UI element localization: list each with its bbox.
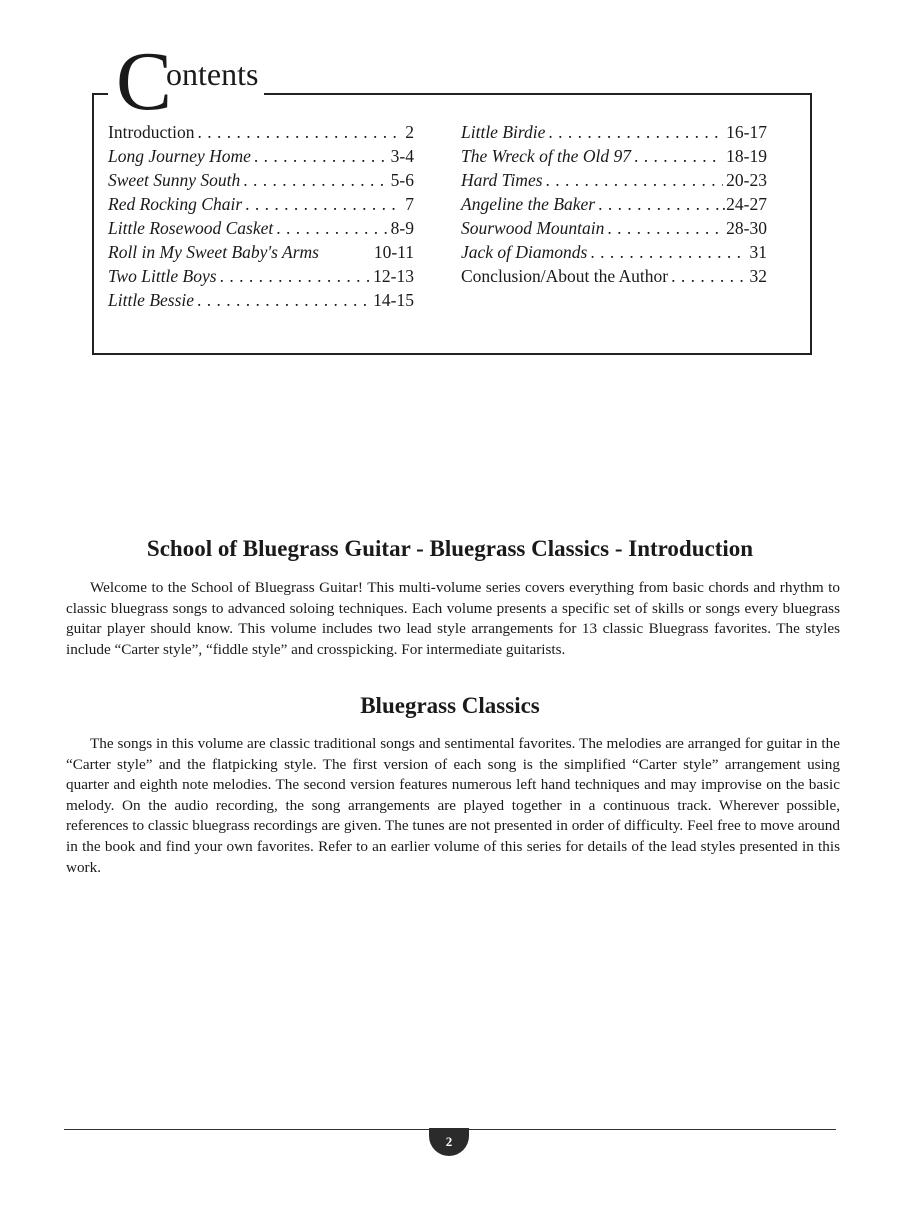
toc-entry-pages: 2: [405, 122, 414, 142]
toc-left-column: [108, 120, 414, 312]
toc-entry-pages: 31: [749, 242, 767, 262]
toc-entry-title: Little Rosewood Casket: [108, 218, 274, 238]
intro-heading: School of Bluegrass Guitar - Bluegrass Classics - Introduction: [146, 536, 754, 561]
page-number-badge: [429, 1128, 469, 1156]
toc-entry[interactable]: [461, 216, 767, 240]
toc-entry[interactable]: [461, 168, 767, 192]
toc-entry-title: Roll in My Sweet Baby's Arms: [108, 242, 319, 262]
contents-title-rest: ontents: [166, 56, 259, 92]
toc-right-column: [461, 120, 767, 288]
toc-entry-pages: 5-6: [390, 170, 414, 190]
toc-entry[interactable]: [108, 288, 414, 312]
toc-entry-pages: 20-23: [726, 170, 767, 190]
contents-title: [108, 35, 264, 128]
toc-entry-title: Angeline the Baker: [461, 194, 596, 214]
toc-entry-title: Red Rocking Chair: [108, 194, 243, 214]
toc-entry-pages: 28-30: [726, 218, 767, 238]
toc-entry-pages: 16-17: [726, 122, 767, 142]
toc-entry-title: Little Birdie: [461, 122, 546, 142]
toc-entry[interactable]: [108, 144, 414, 168]
classics-heading: Bluegrass Classics: [360, 693, 540, 718]
toc-entry[interactable]: [108, 120, 414, 144]
toc-entry-pages: 7: [405, 194, 414, 214]
toc-entry-title: Little Bessie: [108, 290, 195, 310]
toc-entry-pages: 32: [749, 266, 767, 286]
toc-entry-title: Long Journey Home: [108, 146, 251, 166]
toc-entry-title: Conclusion/About the Author: [461, 266, 669, 286]
toc-entry-title: Sweet Sunny South: [108, 170, 241, 190]
classics-paragraph: The songs in this volume are classic traditional songs and sentimental favorites. The melodies are arranged for guitar in the “Carter style” and the flatpicking style. The first version of each song is the simplified “Carter style” arrangement using quarter and eighth note melodies. The second version features numerous left hand techniques and may improvise on the basic melody. On the audio recording, the song arrangements are played together in a continuous track. Wherever possible, references to classic bluegrass recordings are given. The tunes are not presented in order of difficulty. Feel free to move around in the book and find your own favorites. Refer to an earlier volume of this series for details of the lead styles presented in this work.: [66, 735, 840, 876]
contents-title-initial: C: [116, 35, 171, 128]
toc-entry[interactable]: [108, 168, 414, 192]
toc-entry-title: The Wreck of the Old 97: [461, 146, 631, 166]
toc-entry-title: Hard Times: [461, 170, 543, 190]
toc-entry[interactable]: [108, 264, 414, 288]
toc-entry-pages: 12-13: [373, 266, 414, 286]
toc-entry-pages: 18-19: [726, 146, 767, 166]
toc-entry[interactable]: [461, 240, 767, 264]
toc-entry[interactable]: [108, 240, 414, 264]
toc-entry-title: Sourwood Mountain: [461, 218, 605, 238]
intro-paragraph: Welcome to the School of Bluegrass Guitar! This multi-volume series covers everything from basic chords and rhythm to classic bluegrass songs to advanced soloing techniques. Each volume presents a specific set of skills or songs every bluegrass guitar player should know. This volume includes two lead style arrangements for 13 classic Bluegrass favorites. The styles include “Carter style”, “fiddle style” and crosspicking. For intermediate guitarists.: [66, 579, 840, 658]
toc-entry[interactable]: [461, 144, 767, 168]
toc-entry[interactable]: [108, 192, 414, 216]
toc-entry[interactable]: [461, 192, 767, 216]
toc-entry[interactable]: [461, 264, 767, 288]
toc-entry-title: Introduction: [108, 122, 195, 142]
toc-entry-pages: .24-27: [721, 194, 767, 214]
page-number: 2: [445, 1134, 453, 1149]
toc-entry[interactable]: [108, 216, 414, 240]
toc-entry[interactable]: [461, 120, 767, 144]
toc-entry-pages: 3-4: [390, 146, 414, 166]
toc-entry-title: Jack of Diamonds: [461, 242, 588, 262]
toc-entry-pages: 10-11: [373, 242, 414, 262]
toc-entry-pages: 8-9: [390, 218, 414, 238]
toc-entry-title: Two Little Boys: [108, 266, 217, 286]
toc-entry-pages: 14-15: [373, 290, 414, 310]
